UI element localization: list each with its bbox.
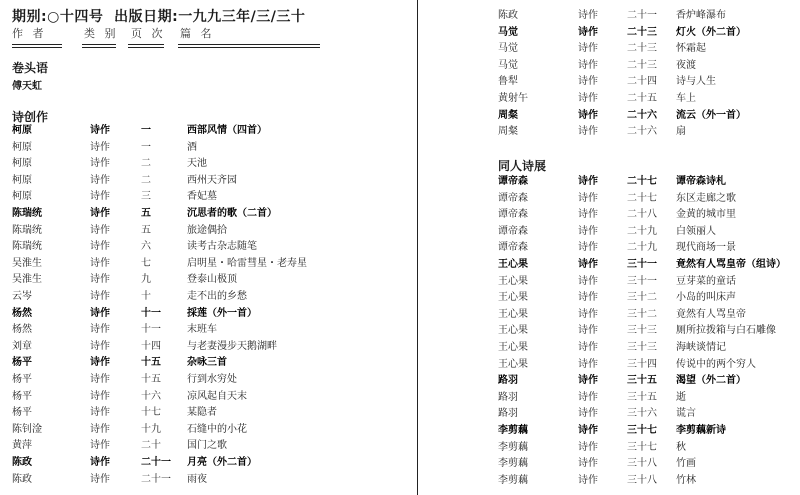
header-rule [82,44,116,48]
toc-entry-author: 杨平 [12,390,32,402]
column-header-author: 作 者 [12,27,47,40]
toc-entry-page: 三十七 [627,425,657,436]
toc-entry-category: 诗作 [90,224,110,236]
preface-author: 傅天虹 [12,81,42,92]
toc-entry-title: 逝 [676,391,686,403]
toc-entry-category: 诗作 [90,158,110,170]
toc-entry-page: 二十四 [627,76,657,88]
header-rule [178,44,320,48]
toc-entry-page: 三十三 [627,325,657,337]
toc-entry-page: 二十 [141,440,161,452]
toc-entry-title: 现代商场一景 [676,242,736,254]
section-title-creation: 诗创作 [12,110,49,124]
toc-entry-category: 诗作 [90,390,110,402]
toc-entry-category: 诗作 [578,93,598,104]
toc-entry-author: 王心果 [498,275,528,287]
toc-entry-title: 海峡谈情记 [676,342,726,353]
toc-entry [12,306,412,323]
toc-entry-author: 陈瑞统 [12,241,42,253]
toc-entry-page: 十一 [141,324,161,336]
toc-entry-page: 十五 [141,374,161,385]
toc-entry [12,123,412,140]
toc-entry-category: 诗作 [578,76,598,88]
toc-entry-author: 谭帝森 [498,176,528,187]
toc-entry [498,191,798,208]
toc-entry-category: 诗作 [578,43,598,55]
toc-entry-author: 陈瑞统 [12,208,42,219]
toc-entry-title: 竹画 [676,458,696,470]
toc-entry-title: 谎言 [676,408,696,420]
toc-entry-author: 陈政 [12,457,32,468]
toc-entry-page: 十六 [141,390,161,402]
toc-entry-author: 吴淮生 [12,257,42,269]
toc-entry-title: 谭帝森诗札 [676,176,726,187]
toc-entry-page: 二十七 [627,192,657,204]
toc-entry [12,405,412,422]
toc-entry-title: 登泰山极顶 [187,274,237,286]
toc-entry-category: 诗作 [90,407,110,419]
toc-entry-page: 二 [141,158,151,170]
toc-entry-page: 三十二 [627,292,657,304]
toc-entry [12,206,412,223]
toc-entry-author: 周粲 [498,126,518,138]
toc-entry-page: 十五 [141,357,161,369]
toc-entry-title: 夜渡 [676,59,696,71]
toc-entry-page: 二十九 [627,225,657,237]
toc-entry-author: 王心果 [498,308,528,320]
toc-entry [12,173,412,190]
toc-entry-page: 三十一 [627,259,657,270]
toc-entry-title: 流云（外一首） [676,109,746,121]
toc-entry-page: 三十五 [627,375,657,387]
toc-entry-page: 二十六 [627,109,657,121]
toc-entry-category: 诗作 [578,275,598,287]
toc-entry-category: 诗作 [578,109,598,121]
toc-entry [12,223,412,240]
date-label: 出版日期: [114,9,179,25]
toc-entry-author: 陈政 [12,473,32,485]
toc-entry-author: 云岑 [12,291,32,302]
toc-entry [498,58,798,75]
toc-entry-category: 诗作 [90,324,110,336]
toc-entry-author: 柯原 [12,141,32,153]
toc-entry-page: 十 [141,291,151,302]
toc-entry-title: 採莲（外一首） [187,307,257,319]
toc-entry-author: 杨平 [12,407,32,419]
toc-entry-category: 诗作 [90,423,110,435]
toc-entry [498,456,798,473]
toc-entry-author: 谭帝森 [498,192,528,204]
toc-entry [498,74,798,91]
toc-entry [498,357,798,374]
column-divider [417,0,418,495]
toc-entry-title: 走不出的乡愁 [187,291,247,302]
toc-entry-author: 王心果 [498,342,528,353]
toc-entry-page: 二十六 [627,126,657,138]
toc-entry-author: 柯原 [12,191,32,203]
toc-entry-page: 十四 [141,340,161,352]
toc-entry-category: 诗作 [578,342,598,353]
toc-entry-page: 二 [141,174,151,186]
toc-entry-author: 黄萍 [12,440,32,452]
toc-entry [12,455,412,472]
toc-entry-title: 西部风情（四首） [187,125,267,136]
toc-entry [498,323,798,340]
toc-entry-title: 凉风起自天末 [187,390,247,402]
toc-entry-title: 传说中的两个穷人 [676,358,756,370]
toc-entry-category: 诗作 [90,241,110,253]
toc-entry-page: 六 [141,241,151,253]
toc-entry [498,91,798,108]
toc-entry-author: 柯原 [12,158,32,170]
header-rule [128,44,164,48]
toc-entry-title: 末班车 [187,324,217,336]
toc-entry-page: 二十七 [627,176,657,187]
toc-entry-title: 西州天齐园 [187,174,237,186]
toc-entry-author: 刘章 [12,340,32,352]
toc-entry-author: 谭帝森 [498,209,528,221]
toc-entry-category: 诗作 [578,408,598,420]
toc-entry-author: 王心果 [498,292,528,304]
toc-entry-author: 马觉 [498,43,518,55]
toc-entry [12,256,412,273]
toc-entry [12,289,412,306]
toc-entry-author: 李剪藕 [498,425,528,436]
toc-entry-page: 二十八 [627,209,657,221]
section-title-preface: 卷头语 [12,61,49,75]
toc-entry-author: 吴淮生 [12,274,42,286]
toc-entry-author: 陈瑞统 [12,224,42,236]
toc-entry-category: 诗作 [90,141,110,153]
toc-entry-page: 三十一 [627,275,657,287]
toc-entry-category: 诗作 [90,340,110,352]
toc-entry [498,440,798,457]
toc-entry-author: 马觉 [498,26,518,38]
toc-entry-author: 李剪藕 [498,458,528,470]
toc-entry-page: 三十八 [627,458,657,470]
toc-entry [498,406,798,423]
toc-entry-category: 诗作 [90,125,110,136]
toc-entry-category: 诗作 [578,10,598,21]
toc-entry-category: 诗作 [578,225,598,237]
toc-entry [498,290,798,307]
toc-entry-category: 诗作 [578,192,598,204]
toc-entry-title: 天池 [187,158,207,170]
toc-entry-page: 九 [141,274,151,286]
date-value: 一九九三年/三/三十 [178,9,306,25]
toc-entry-category: 诗作 [578,176,598,187]
toc-entry [498,340,798,357]
toc-entry [12,422,412,439]
toc-entry [498,390,798,407]
toc-entry-title: 启明星・哈雷彗星・老寿星 [187,257,307,269]
toc-entry [12,389,412,406]
toc-entry-category: 诗作 [90,291,110,302]
toc-entry-title: 诗与人生 [676,76,716,88]
toc-entry-category: 诗作 [578,26,598,38]
toc-entry-author: 周粲 [498,109,518,121]
toc-entry-category: 诗作 [90,307,110,319]
toc-entry-page: 十九 [141,423,161,435]
toc-entry-title: 旅途偶拾 [187,224,227,236]
toc-entry-author: 马觉 [498,59,518,71]
toc-entry-category: 诗作 [578,474,598,486]
issue-label: 期别: [12,9,48,25]
toc-entry-author: 柯原 [12,174,32,186]
toc-entry-category: 诗作 [578,375,598,387]
toc-entry-title: 车上 [676,93,696,104]
toc-entry-category: 诗作 [578,209,598,221]
toc-entry-page: 十一 [141,307,161,319]
toc-entry-title: 白领丽人 [676,225,716,237]
toc-entry [12,239,412,256]
toc-entry [12,339,412,356]
toc-entry-category: 诗作 [90,274,110,286]
toc-entry [498,240,798,257]
toc-entry-category: 诗作 [90,208,110,219]
toc-entry [12,322,412,339]
toc-entry-author: 王心果 [498,325,528,337]
toc-entry-title: 竹林 [676,474,696,486]
toc-entry [498,8,798,25]
toc-entry-category: 诗作 [578,242,598,254]
toc-entry-author: 柯原 [12,125,32,136]
toc-entry [12,472,412,489]
toc-entry-author: 王心果 [498,358,528,370]
toc-entry-title: 厕所拉拨箱与白石雕像 [676,325,776,337]
toc-entry-title: 豆芽菜的童话 [676,275,736,287]
issue-value: ○十四号 [47,9,104,25]
toc-entry-category: 诗作 [578,425,598,436]
toc-entry-page: 五 [141,208,151,219]
toc-entry-title: 东区走廊之歌 [676,192,736,204]
toc-entry-title: 某隐者 [187,407,217,419]
toc-entry-category: 诗作 [578,259,598,270]
toc-entry-author: 杨然 [12,324,32,336]
toc-entry [498,207,798,224]
toc-entry-category: 诗作 [578,391,598,403]
toc-entry-page: 三十二 [627,308,657,320]
toc-entry-author: 路羽 [498,391,518,403]
toc-entry-author: 李剪藕 [498,441,528,453]
column-header-title: 篇 名 [180,27,215,40]
toc-entry-author: 路羽 [498,408,518,420]
toc-entry [498,473,798,490]
toc-entry-page: 二十三 [627,59,657,71]
toc-entry [498,124,798,141]
toc-entry [12,372,412,389]
toc-entry-title: 月亮（外二首） [187,457,257,468]
toc-entry-page: 三十三 [627,342,657,353]
toc-entry-category: 诗作 [90,191,110,203]
toc-entry-page: 一 [141,141,151,153]
toc-entry-title: 灯火（外二首） [676,26,746,38]
toc-entry-title: 雨夜 [187,473,207,485]
toc-entry-category: 诗作 [578,292,598,304]
toc-entry-author: 杨平 [12,374,32,385]
toc-entry-category: 诗作 [90,473,110,485]
toc-entry-author: 王心果 [498,259,528,270]
toc-entry-title: 竟然有人骂皇帝 [676,308,746,320]
toc-entry [498,373,798,390]
section-title-peers: 同人诗展 [498,159,547,173]
toc-entry-page: 五 [141,224,151,236]
toc-entry-author: 谭帝森 [498,225,528,237]
toc-entry-page: 二十五 [627,93,657,104]
toc-entry-page: 二十一 [141,457,171,468]
toc-entry-title: 香炉峰瀑布 [676,10,726,21]
toc-entry-page: 三十六 [627,408,657,420]
toc-entry-page: 一 [141,125,151,136]
issue-header [12,6,305,26]
toc-entry-page: 二十一 [627,10,657,21]
toc-entry-page: 三十八 [627,474,657,486]
toc-entry-title: 与老妻漫步天鹅湖畔 [187,340,277,352]
toc-entry-category: 诗作 [90,374,110,385]
toc-entry-page: 十七 [141,407,161,419]
toc-entry-author: 陈政 [498,10,518,21]
toc-entry-author: 李剪藕 [498,474,528,486]
toc-entry [498,307,798,324]
toc-entry-title: 李剪藕新诗 [676,425,726,436]
toc-entry-author: 杨平 [12,357,32,369]
toc-entry [498,274,798,291]
toc-entry-category: 诗作 [578,358,598,370]
toc-entry-author: 路羽 [498,375,518,387]
toc-entry-title: 沉思者的歌（二首） [187,208,277,219]
toc-entry-author: 鲁犁 [498,76,518,88]
toc-entry-category: 诗作 [90,257,110,269]
toc-entry-title: 秋 [676,441,686,453]
toc-entry-title: 小岛的叫床声 [676,292,736,304]
toc-entry-category: 诗作 [90,174,110,186]
toc-entry-title: 金黄的城市里 [676,209,736,221]
toc-entry-page: 三十七 [627,441,657,453]
toc-entry [498,224,798,241]
toc-entry [498,25,798,42]
toc-entry-category: 诗作 [90,457,110,468]
toc-entry-page: 二十一 [141,473,171,485]
toc-entry-category: 诗作 [578,126,598,138]
column-header-page: 页 次 [131,27,166,40]
toc-entry-title: 杂咏三首 [187,357,227,369]
toc-entry [498,257,798,274]
toc-entry [12,189,412,206]
toc-entry [498,41,798,58]
toc-entry-page: 二十三 [627,26,657,38]
header-rule [12,44,62,48]
toc-entry-category: 诗作 [578,458,598,470]
toc-entry-category: 诗作 [578,325,598,337]
toc-entry-title: 香妃墓 [187,191,217,203]
toc-entry-author: 杨然 [12,307,32,319]
toc-entry-page: 二十三 [627,43,657,55]
toc-entry-page: 三十四 [627,358,657,370]
toc-entry-title: 读考古杂志随笔 [187,241,257,253]
toc-entry-page: 三十五 [627,391,657,403]
toc-entry [12,355,412,372]
toc-entry-page: 三 [141,191,151,203]
toc-entry-page: 二十九 [627,242,657,254]
toc-entry-author: 陈钊淦 [12,423,42,435]
toc-entry-title: 石缝中的小花 [187,423,247,435]
toc-entry [12,438,412,455]
toc-entry-title: 竟然有人骂皇帝（组诗） [676,259,786,270]
toc-entry-category: 诗作 [90,357,110,369]
column-header-category: 类 别 [84,27,119,40]
toc-entry-category: 诗作 [578,59,598,71]
toc-entry [498,108,798,125]
toc-entry-category: 诗作 [578,308,598,320]
toc-entry [12,272,412,289]
toc-entry [498,174,798,191]
toc-entry [498,423,798,440]
toc-entry-author: 黄射午 [498,93,528,104]
toc-entry-title: 怀霜起 [676,43,706,55]
toc-entry-title: 酒 [187,141,197,153]
toc-entry-category: 诗作 [90,440,110,452]
toc-entry-title: 扇 [676,126,686,138]
toc-entry-title: 国门之歌 [187,440,227,452]
toc-entry-category: 诗作 [578,441,598,453]
toc-entry-title: 行到水穷处 [187,374,237,385]
toc-entry-page: 七 [141,257,151,269]
toc-entry [12,156,412,173]
toc-entry-title: 渴望（外二首） [676,375,746,387]
toc-entry [12,140,412,157]
toc-entry-author: 谭帝森 [498,242,528,254]
